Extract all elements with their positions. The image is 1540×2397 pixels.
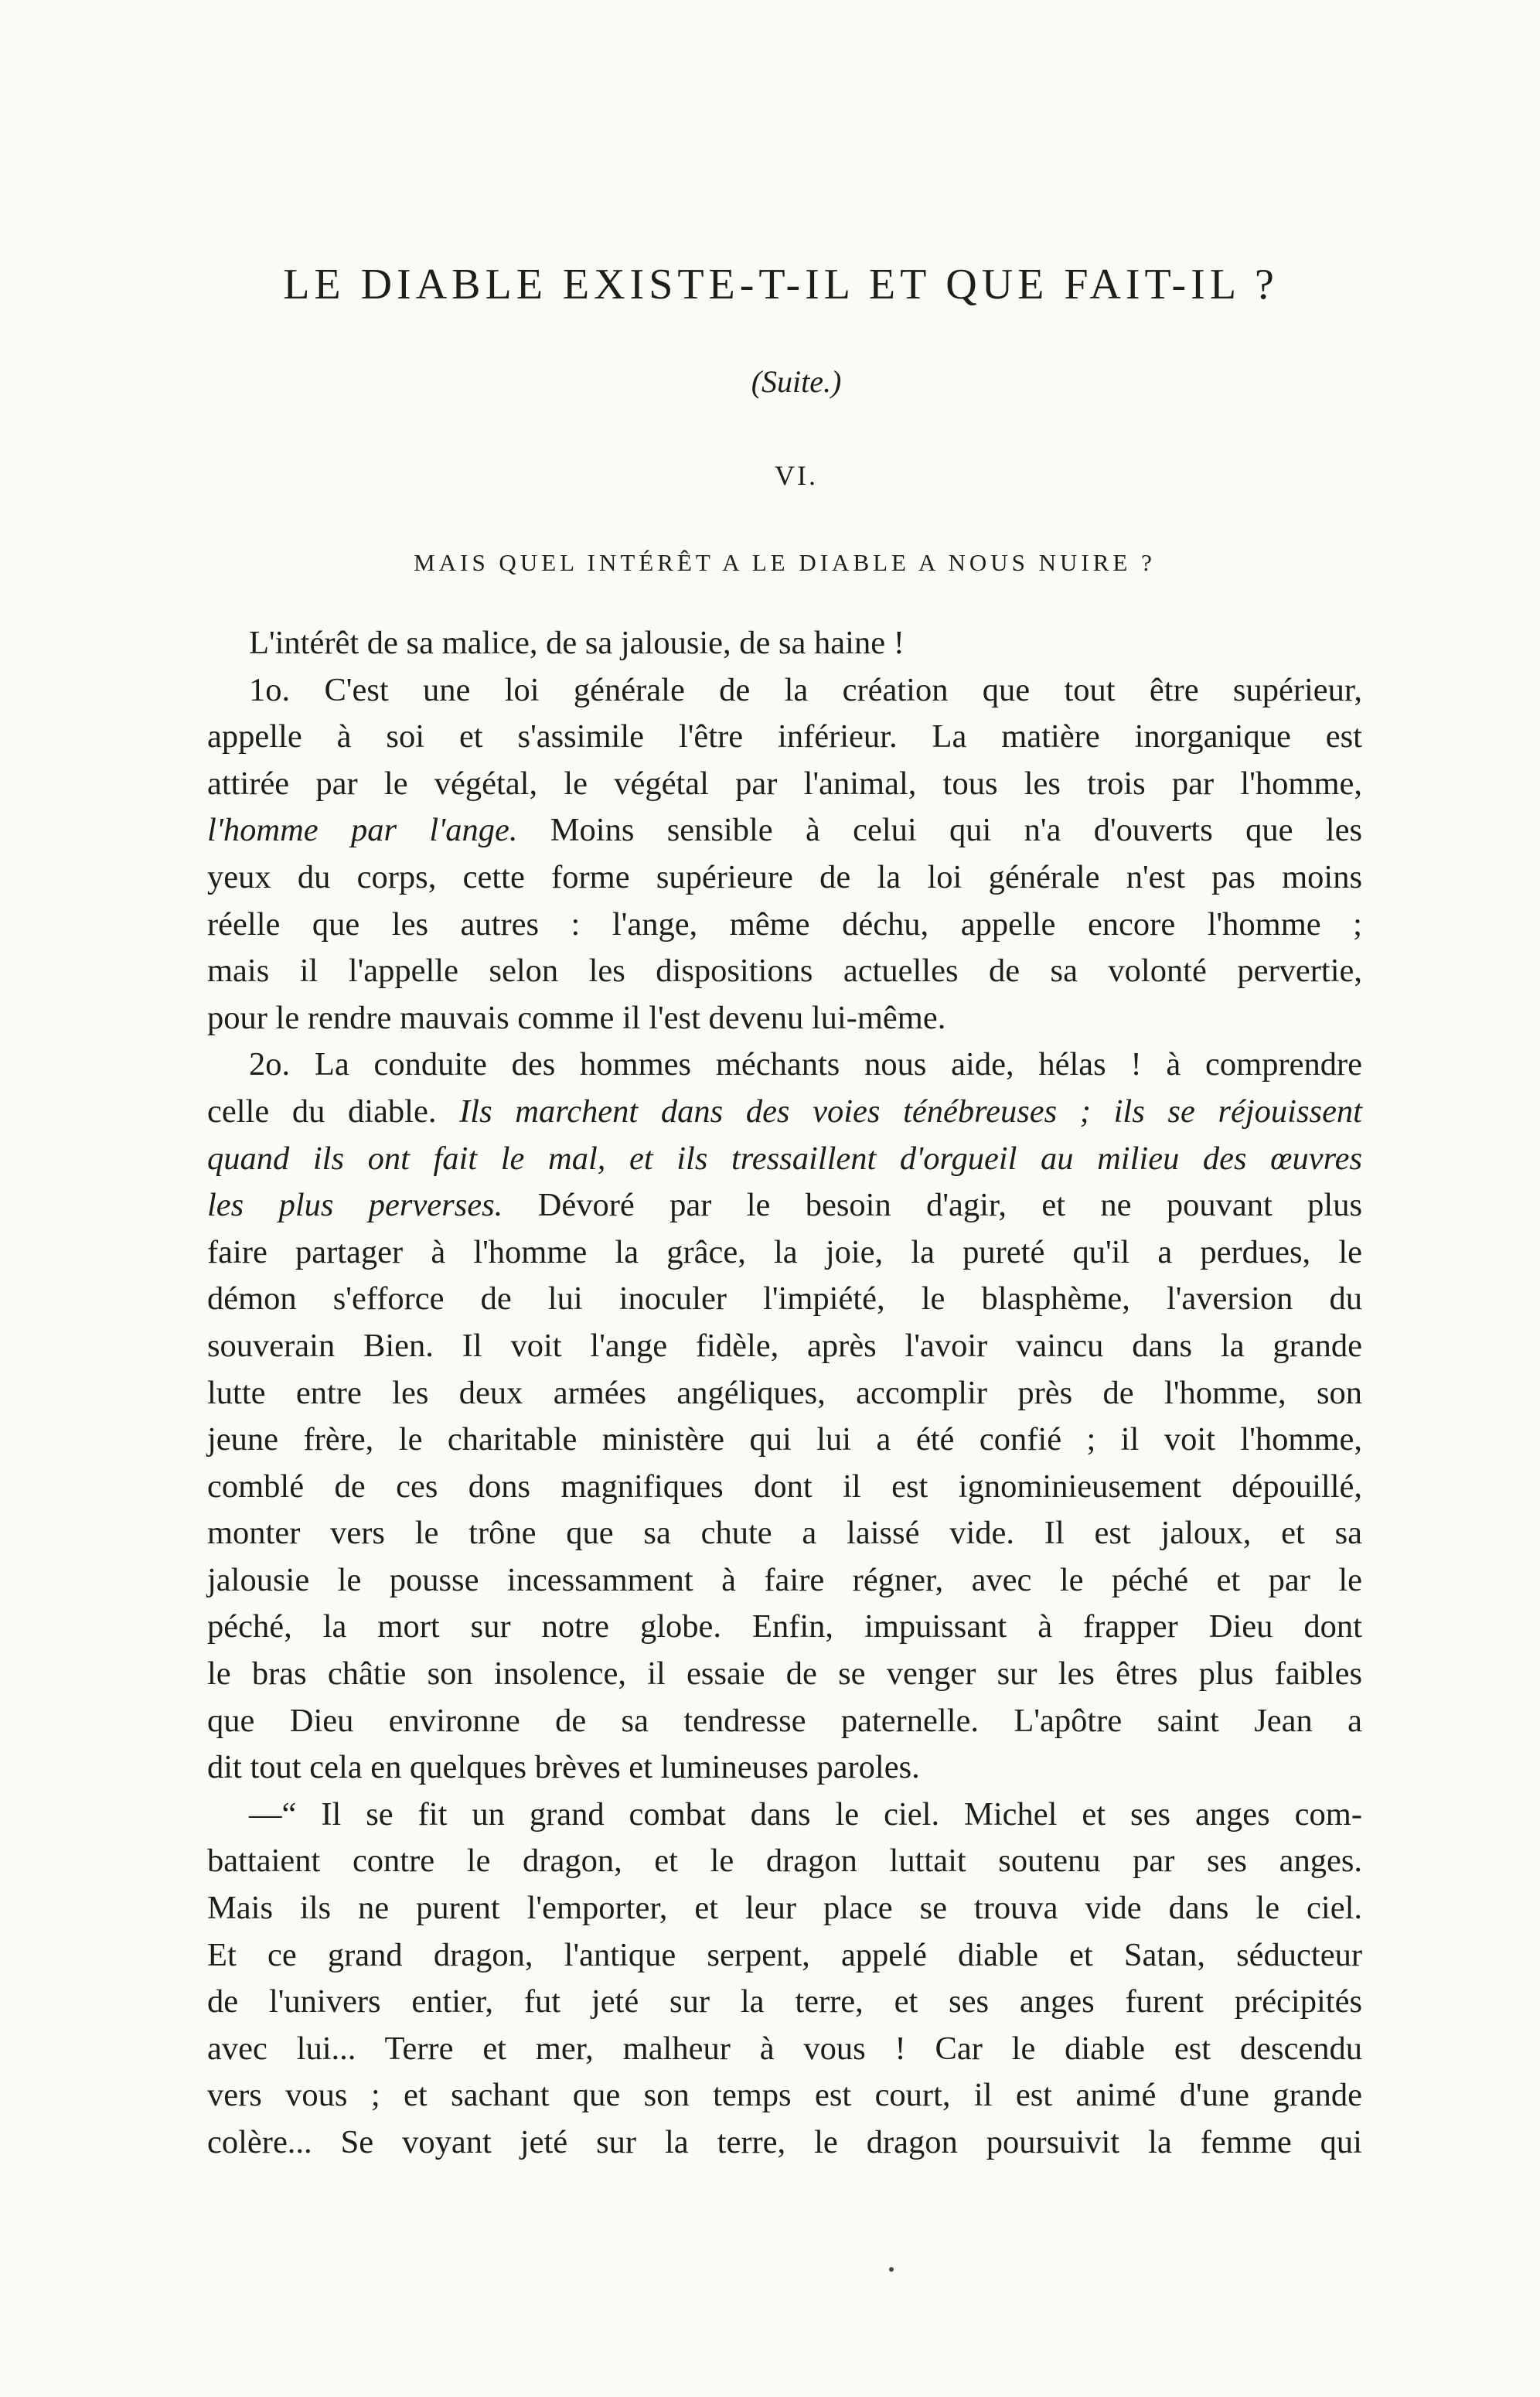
italic-text: l'homme par l'ange. (207, 812, 518, 849)
text-line: péché, la mort sur notre globe. Enfin, impuissant à frapper Dieu dont (207, 1608, 1362, 1645)
italic-text: les plus perverses. (207, 1187, 503, 1224)
text-line: réelle que les autres : l'ange, même déchu, appelle encore l'homme ; (207, 905, 1362, 943)
text-line: que Dieu environne de sa tendresse paternelle. L'apôtre saint Jean a (207, 1702, 1362, 1739)
text-line: jeune frère, le charitable ministère qui lui a été confié ; il voit l'homme, (207, 1421, 1362, 1458)
text-line: Mais ils ne purent l'emporter, et leur place se trouva vide dans le ciel. (207, 1890, 1362, 1927)
text-line (207, 1136, 1362, 1183)
ink-speck (889, 2267, 894, 2272)
text-line: faire partager à l'homme la grâce, la joie, la pureté qu'il a perdues, le (207, 1233, 1362, 1270)
article-title: LE DIABLE EXISTE-T-IL ET QUE FAIT-IL ? (283, 261, 1279, 309)
text-line: vers vous ; et sachant que son temps est court, il est animé d'une grande (207, 2077, 1362, 2114)
text-line: comblé de ces dons magnifiques dont il est ignominieusement dépouillé, (207, 1468, 1362, 1505)
text-line: L'intérêt de sa malice, de sa jalousie, de sa haine ! (249, 625, 905, 661)
text-line: battaient contre le dragon, et le dragon luttait soutenu par ses anges. (207, 1843, 1362, 1880)
text-line: monter vers le trône que sa chute a laissé vide. Il est jaloux, et sa (207, 1515, 1362, 1552)
text-line: démon s'efforce de lui inoculer l'impiété, le blasphème, l'aversion du (207, 1280, 1362, 1318)
body-text (207, 620, 1362, 2167)
section-number: VI. (775, 460, 818, 491)
text-line: lutte entre les deux armées angéliques, accomplir près de l'homme, son (207, 1374, 1362, 1411)
text-line: l'homme par l'ange. Moins sensible à celui qui n'a d'ouverts que les (207, 812, 1362, 849)
text-line: avec lui... Terre et mer, malheur à vous ! Car le diable est descendu (207, 2030, 1362, 2067)
text-line: le bras châtie son insolence, il essaie de se venger sur les êtres plus faibles (207, 1655, 1362, 1693)
italic-text: quand ils ont fait le mal, et ils tressaillent d'orgueil au milieu des œuvres (207, 1140, 1362, 1177)
text-line: attirée par le végétal, le végétal par l'animal, tous les trois par l'homme, (207, 765, 1362, 802)
italic-text: Ils marchent dans des voies ténébreuses ; ils se réjouissent (459, 1093, 1362, 1130)
text-line: 1o. C'est une loi générale de la création que tout être supérieur, (249, 671, 1362, 708)
text-line: de l'univers entier, fut jeté sur la terre, et ses anges furent précipités (207, 1983, 1362, 2020)
text-line: souverain Bien. Il voit l'ange fidèle, après l'avoir vaincu dans la grande (207, 1327, 1362, 1364)
text-line: jalousie le pousse incessamment à faire régner, avec le péché et par le (207, 1561, 1362, 1598)
section-heading: MAIS QUEL INTÉRÊT A LE DIABLE A NOUS NUIRE ? (414, 549, 1156, 576)
text-line: les plus perverses. Dévoré par le besoin d'agir, et ne pouvant plus (207, 1187, 1362, 1224)
text-line: mais il l'appelle selon les dispositions actuelles de sa volonté pervertie, (207, 953, 1362, 990)
article-subtitle: (Suite.) (751, 364, 842, 399)
text-line: —“ Il se fit un grand combat dans le ciel. Michel et ses anges com- (249, 1795, 1362, 1833)
text-line: dit tout cela en quelques brèves et lumineuses paroles. (207, 1749, 920, 1786)
text-line: yeux du corps, cette forme supérieure de la loi générale n'est pas moins (207, 858, 1362, 895)
text-line: 2o. La conduite des hommes méchants nous aide, hélas ! à comprendre (249, 1046, 1362, 1083)
text-line: appelle à soi et s'assimile l'être inférieur. La matière inorganique est (207, 718, 1362, 755)
text-line: Et ce grand dragon, l'antique serpent, appelé diable et Satan, séducteur (207, 1936, 1362, 1973)
text-line: celle du diable. Ils marchent dans des voies ténébreuses ; ils se réjouissent (207, 1093, 1362, 1130)
text-line: pour le rendre mauvais comme il l'est devenu lui-même. (207, 999, 946, 1036)
text-line: colère... Se voyant jeté sur la terre, le dragon poursuivit la femme qui (207, 2124, 1362, 2160)
